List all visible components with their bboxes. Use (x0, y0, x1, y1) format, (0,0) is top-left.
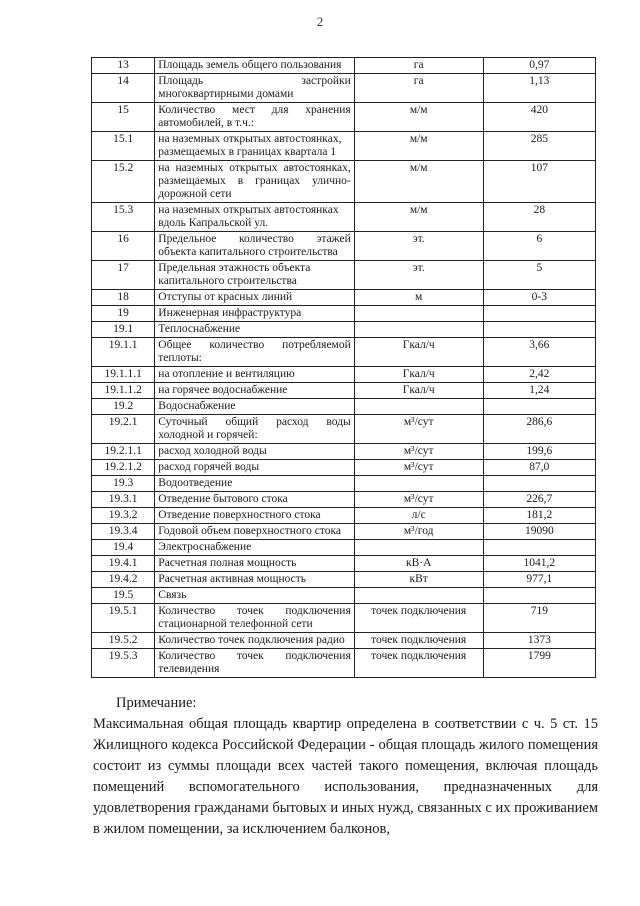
note-body-text: Максимальная общая площадь квартир определена в соответствии с ч. 5 ст. 15 Жилищного кодекса Российской Федерации - общая площадь жилого помещения состоит из суммы площади всех частей такого помещения, включая площадь помещений вспомогательного использования, предназначенных для удовлетворения гражданами бытовых и иных нужд, связанных с их проживанием в жилом помещении, за исключением балконов, (93, 716, 598, 837)
table-row (92, 476, 596, 492)
row-name-cell: расход горячей воды (155, 460, 354, 476)
row-value-cell: 719 (483, 604, 595, 633)
table-row (92, 290, 596, 306)
row-value-cell: 6 (483, 232, 595, 261)
row-value-cell: 977,1 (483, 572, 595, 588)
row-name-cell: Водоотведение (155, 476, 354, 492)
row-value-cell: 0,97 (483, 58, 595, 74)
row-unit-cell: м/м (354, 103, 483, 132)
row-name-cell: на наземных открытых автостоянках вдоль Капральской ул. (155, 203, 354, 232)
row-name-cell: Площадь застройки многоквартирными домами (155, 74, 354, 103)
row-value-cell: 19090 (483, 524, 595, 540)
row-unit-cell: кВт (354, 572, 483, 588)
row-number-cell: 19.5.2 (92, 633, 155, 649)
row-value-cell: 1,24 (483, 383, 595, 399)
row-value-cell: 1373 (483, 633, 595, 649)
table-row (92, 103, 596, 132)
row-name-cell: Связь (155, 588, 354, 604)
row-value-cell: 285 (483, 132, 595, 161)
row-name-cell: на наземных открытых автостоянках, размещаемых в границах улично-дорожной сети (155, 161, 354, 203)
note-title: Примечание: (116, 695, 197, 711)
row-value-cell (483, 476, 595, 492)
row-name-cell: Суточный общий расход воды холодной и горячей: (155, 415, 354, 444)
row-unit-cell: м/м (354, 132, 483, 161)
row-number-cell: 19.4.1 (92, 556, 155, 572)
table-row (92, 74, 596, 103)
table-row (92, 58, 596, 74)
row-unit-cell: м³/сут (354, 415, 483, 444)
row-value-cell: 1799 (483, 649, 595, 678)
row-value-cell: 286,6 (483, 415, 595, 444)
row-number-cell: 15 (92, 103, 155, 132)
row-unit-cell: м³/сут (354, 460, 483, 476)
row-number-cell: 19.3.4 (92, 524, 155, 540)
parameters-table (91, 57, 596, 678)
row-unit-cell (354, 306, 483, 322)
row-name-cell: расход холодной воды (155, 444, 354, 460)
row-number-cell: 17 (92, 261, 155, 290)
row-value-cell: 0-3 (483, 290, 595, 306)
row-unit-cell (354, 540, 483, 556)
page-number: 2 (316, 14, 324, 29)
table-row (92, 572, 596, 588)
row-unit-cell (354, 588, 483, 604)
row-number-cell: 19.2.1.1 (92, 444, 155, 460)
table-row (92, 132, 596, 161)
table-row (92, 161, 596, 203)
row-value-cell: 1041,2 (483, 556, 595, 572)
table-row (92, 338, 596, 367)
row-value-cell (483, 588, 595, 604)
row-value-cell (483, 306, 595, 322)
row-value-cell (483, 399, 595, 415)
row-number-cell: 19.4.2 (92, 572, 155, 588)
row-unit-cell (354, 476, 483, 492)
row-value-cell: 420 (483, 103, 595, 132)
note-body (93, 714, 598, 840)
row-unit-cell: Гкал/ч (354, 383, 483, 399)
row-number-cell: 16 (92, 232, 155, 261)
row-name-cell: на наземных открытых автостоянках, размещаемых в границах квартала 1 (155, 132, 354, 161)
row-number-cell: 19.1.1 (92, 338, 155, 367)
row-number-cell: 19.3.2 (92, 508, 155, 524)
row-value-cell: 181,2 (483, 508, 595, 524)
row-number-cell: 19.2 (92, 399, 155, 415)
row-number-cell: 19.4 (92, 540, 155, 556)
row-unit-cell: Гкал/ч (354, 367, 483, 383)
row-value-cell: 3,66 (483, 338, 595, 367)
row-number-cell: 19.5.3 (92, 649, 155, 678)
row-value-cell (483, 540, 595, 556)
row-name-cell: Расчетная полная мощность (155, 556, 354, 572)
table-row (92, 322, 596, 338)
row-value-cell: 5 (483, 261, 595, 290)
row-number-cell: 19.2.1 (92, 415, 155, 444)
row-number-cell: 19.3 (92, 476, 155, 492)
row-value-cell: 87,0 (483, 460, 595, 476)
table-row (92, 367, 596, 383)
row-unit-cell: м/м (354, 161, 483, 203)
row-name-cell: Количество точек подключения телевидения (155, 649, 354, 678)
row-name-cell: Количество мест для хранения автомобилей, в т.ч.: (155, 103, 354, 132)
row-number-cell: 19.5 (92, 588, 155, 604)
row-name-cell: Предельное количество этажей объекта капитального строительства (155, 232, 354, 261)
row-unit-cell: м (354, 290, 483, 306)
row-value-cell: 199,6 (483, 444, 595, 460)
table-row (92, 460, 596, 476)
row-number-cell: 14 (92, 74, 155, 103)
row-number-cell: 15.1 (92, 132, 155, 161)
row-name-cell: Отведение поверхностного стока (155, 508, 354, 524)
table-row (92, 556, 596, 572)
table-row (92, 261, 596, 290)
table-row (92, 588, 596, 604)
row-number-cell: 19.1.1.2 (92, 383, 155, 399)
row-unit-cell: Гкал/ч (354, 338, 483, 367)
table-row (92, 399, 596, 415)
table-row (92, 524, 596, 540)
table-row (92, 649, 596, 678)
row-unit-cell: л/с (354, 508, 483, 524)
row-name-cell: Водоснабжение (155, 399, 354, 415)
row-number-cell: 13 (92, 58, 155, 74)
row-value-cell (483, 322, 595, 338)
row-name-cell: Отведение бытового стока (155, 492, 354, 508)
row-name-cell: Общее количество потребляемой теплоты: (155, 338, 354, 367)
table-row (92, 383, 596, 399)
table-row (92, 604, 596, 633)
table-row (92, 444, 596, 460)
row-unit-cell: кВ·А (354, 556, 483, 572)
row-unit-cell: точек подключения (354, 649, 483, 678)
row-unit-cell (354, 322, 483, 338)
row-name-cell: Количество точек подключения радио (155, 633, 354, 649)
row-number-cell: 15.3 (92, 203, 155, 232)
table-row (92, 415, 596, 444)
row-name-cell: на отопление и вентиляцию (155, 367, 354, 383)
row-unit-cell: га (354, 74, 483, 103)
table-row (92, 306, 596, 322)
table-row (92, 540, 596, 556)
row-number-cell: 19.1.1.1 (92, 367, 155, 383)
row-name-cell: Отступы от красных линий (155, 290, 354, 306)
row-name-cell: Теплоснабжение (155, 322, 354, 338)
row-unit-cell: эт. (354, 232, 483, 261)
row-unit-cell: м³/год (354, 524, 483, 540)
row-value-cell: 28 (483, 203, 595, 232)
row-name-cell: Электроснабжение (155, 540, 354, 556)
row-value-cell: 226,7 (483, 492, 595, 508)
row-number-cell: 18 (92, 290, 155, 306)
row-name-cell: Расчетная активная мощность (155, 572, 354, 588)
table-row (92, 203, 596, 232)
row-number-cell: 19.1 (92, 322, 155, 338)
row-name-cell: Годовой объем поверхностного стока (155, 524, 354, 540)
parameters-table-body (92, 58, 596, 678)
row-unit-cell: га (354, 58, 483, 74)
row-value-cell: 1,13 (483, 74, 595, 103)
row-unit-cell: эт. (354, 261, 483, 290)
table-row (92, 633, 596, 649)
row-name-cell: на горячее водоснабжение (155, 383, 354, 399)
row-number-cell: 19.5.1 (92, 604, 155, 633)
row-unit-cell: точек подключения (354, 633, 483, 649)
row-name-cell: Инженерная инфраструктура (155, 306, 354, 322)
row-unit-cell: м³/сут (354, 444, 483, 460)
row-unit-cell: точек подключения (354, 604, 483, 633)
row-number-cell: 19.2.1.2 (92, 460, 155, 476)
row-unit-cell: м/м (354, 203, 483, 232)
row-unit-cell: м³/сут (354, 492, 483, 508)
row-value-cell: 107 (483, 161, 595, 203)
row-name-cell: Количество точек подключения стационарной телефонной сети (155, 604, 354, 633)
row-number-cell: 19 (92, 306, 155, 322)
table-row (92, 508, 596, 524)
row-name-cell: Предельная этажность объекта капитального строительства (155, 261, 354, 290)
row-unit-cell (354, 399, 483, 415)
table-row (92, 232, 596, 261)
row-number-cell: 15.2 (92, 161, 155, 203)
row-number-cell: 19.3.1 (92, 492, 155, 508)
row-value-cell: 2,42 (483, 367, 595, 383)
row-name-cell: Площадь земель общего пользования (155, 58, 354, 74)
table-row (92, 492, 596, 508)
